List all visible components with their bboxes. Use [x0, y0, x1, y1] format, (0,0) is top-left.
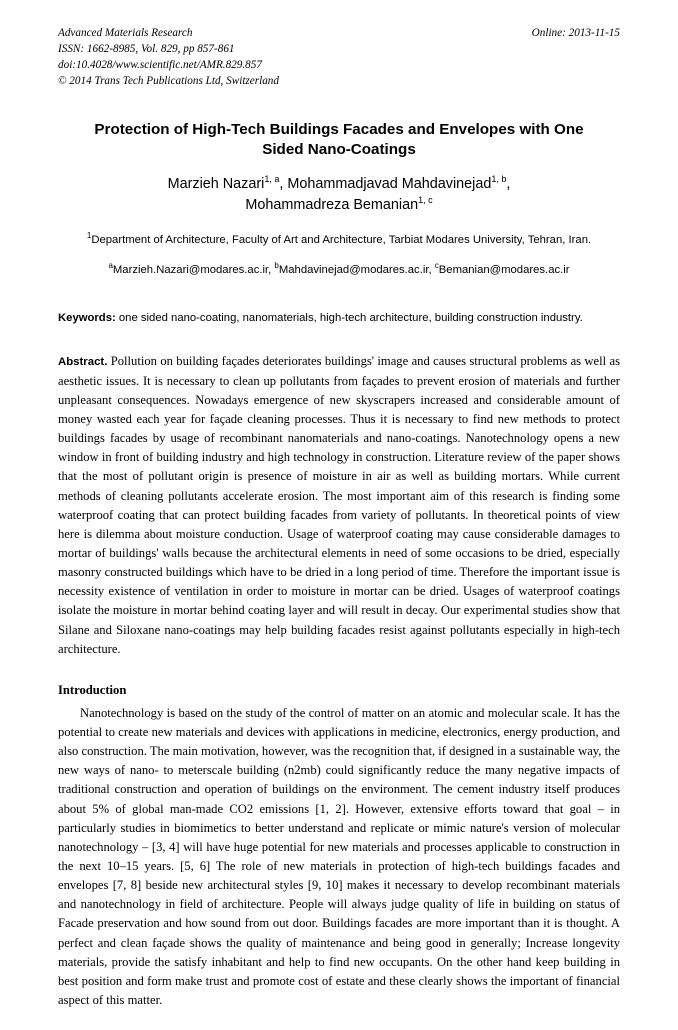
journal-name: Advanced Materials Research — [58, 27, 193, 39]
page-header — [58, 26, 620, 90]
email-marker-b: b — [274, 260, 279, 270]
keywords-label: Keywords: — [58, 311, 116, 324]
introduction-paragraph: Nanotechnology is based on the study of the control of matter on an atomic and molecular scale. It has the potential to create new materials and devices with applications in medicine, electronics, energy production, and also construction. The main motivation, however, was the recognition that, if designed in a sustainable way, the new ways of nano- to meterscale building (n2mb) could significantly reduce the many negative impacts of traditional construction and operation of buildings on the environment. The cement industry itself produces about 5% of global man-made CO2 emissions [1, 2]. However, extensive efforts toward that goal – in particularly studies in biomimetics to better understand and replicate or mimic nature's version of molecular nanotechnology – [3, 4] will have huge potential for new materials and processes applicable to construction in the next 10–15 years. [5, 6] The role of new materials in protection of high-tech buildings facades and envelopes [7, 8] beside new architectural styles [9, 10] makes it necessary to develop recombinant materials and nanotechnology in field of architecture. People will always judge quality of life in building on status of Facade preservation and how sound from out door. Buildings facades are more important than it is thought. A perfect and clean façade shows the quality of maintenance and being good in generally; Increase longevity materials, provide the satisfy inhabitant and help to find new occupants. On the other hand keep building in best position and form make trust and promote cost of estate and these clearly shows the important of financial aspect of this matter. — [58, 705, 620, 1007]
keywords-text: one sided nano-coating, nanomaterials, high-tech architecture, building construction industry. — [115, 311, 583, 324]
email-c: Bemanian@modares.ac.ir — [438, 263, 570, 276]
email-marker-c: c — [434, 260, 439, 270]
issn-line: ISSN: 1662-8985, Vol. 829, pp 857-861 — [58, 42, 235, 55]
header-left — [58, 26, 279, 90]
keywords-block — [58, 310, 620, 327]
section-heading-introduction: Introduction — [58, 682, 127, 697]
author-emails — [58, 260, 620, 279]
author-affil-marker-1: 1, a — [264, 173, 280, 184]
author-list — [58, 173, 620, 216]
author-name-2: Mohammadjavad Mahdavinejad — [287, 175, 492, 192]
author-affil-marker-3: 1, c — [418, 195, 433, 206]
doi-line: doi:10.4028/www.scientific.net/AMR.829.857 — [58, 58, 262, 71]
email-a: Marzieh.Nazari@modares.ac.ir, — [112, 263, 275, 276]
email-marker-a: a — [108, 260, 113, 270]
author-comma: , — [506, 175, 511, 192]
author-separator-1: , — [279, 175, 288, 192]
copyright-line: © 2014 Trans Tech Publications Ltd, Switzerland — [58, 74, 279, 87]
affiliation-marker: 1 — [86, 231, 92, 241]
author-affil-marker-2: 1, b — [491, 173, 507, 184]
author-name-1: Marzieh Nazari — [167, 175, 265, 192]
abstract-text: Pollution on building façades deteriorates buildings' image and causes structural problems as well as aesthetic issues. It is necessary to clean up pollutants from façades to prevent erosion of materials and further unpleasant consequences. Nowadays emergence of new skyscrapers increased and considerable amount of money wasted each year for façade cleaning processes. Thus it is necessary to find new methods to protect buildings facades by usage of recombinant nanomaterials and nano-coatings. Nanotechnology opens a new window in front of building industry and high technology in construction. Literature review of the paper shows that the most of pollutant origin is presence of moisture in air as well as building mortars. While current methods of cleaning pollutants accelerate erosion. The most important aim of this research is finding some waterproof coating that can protect building facades from variety of pollutants. In theoretical points of view here is dilemma about moisture conduction. Usage of waterproof coating may cause considerable damages to mortar of buildings' walls because the architectural elements in need of some occasions to be dried, especially masonry constructed buildings which have to be dried in a long period of time. Therefore the important issue is necessity existence of ventilation in order to moisture in mortar can be dried. Usages of waterproof coatings isolate the moisture in mortar behind coating layer and will result in decay. Our experimental studies show that Silane and Siloxane nano-coatings may help building facades resist against pollutants especially in high-tech architecture. — [58, 354, 620, 656]
online-date: Online: 2013-11-15 — [531, 27, 620, 39]
page-title: Protection of High-Tech Buildings Facades and Envelopes with One Sided Nano-Coatings — [94, 120, 584, 158]
header-right — [532, 26, 620, 42]
author-name-3: Mohammadreza Bemanian — [245, 197, 419, 214]
email-b: Mahdavinejad@modares.ac.ir, — [278, 263, 435, 276]
affiliation — [58, 230, 620, 249]
affiliation-text: Department of Architecture, Faculty of Art and Architecture, Tarbiat Modares University, Tehran, Iran. — [91, 233, 592, 246]
abstract-block — [58, 352, 620, 658]
abstract-label: Abstract. — [58, 356, 108, 369]
